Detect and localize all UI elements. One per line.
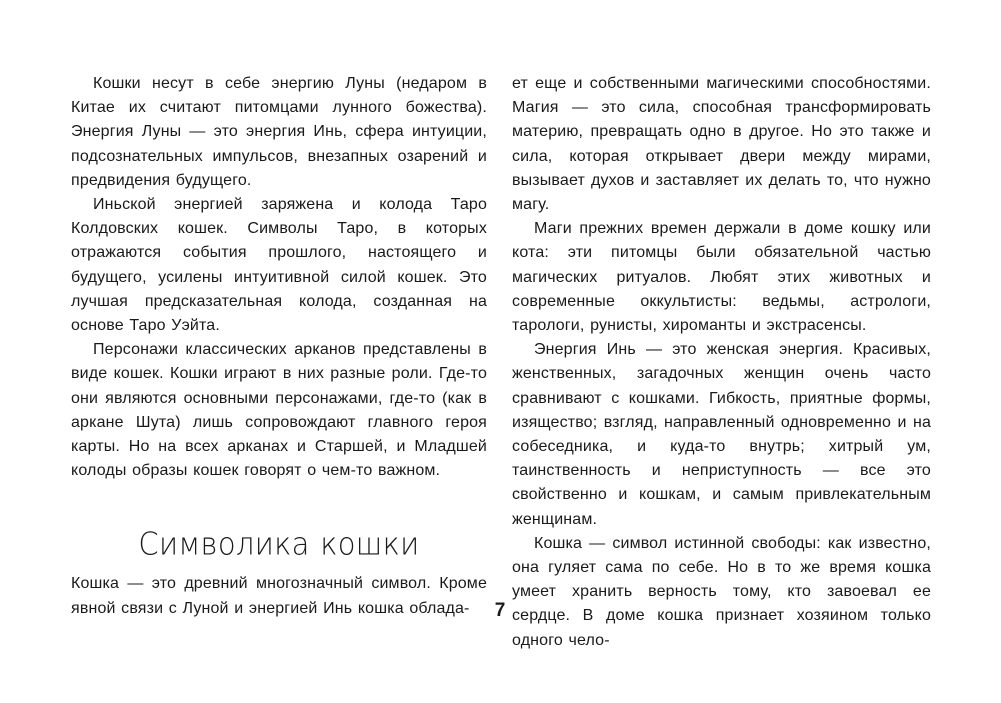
paragraph-tarot-deck: Иньской энергией заряжена и колода Таро Колдовских кошек. Символы Таро, в которых отражаются события прошлого, настоящего и будущего, усилены интуитивной силой кошек. Это лучшая предсказательная колода, созданная на основе Таро Уэйта.	[71, 196, 487, 335]
paragraph-cat-symbol: Кошка — это древний многозначный символ. Кроме явной связи с Луной и энергией Инь кошка облада-	[71, 575, 487, 617]
paragraph-magicians: Маги прежних времен держали в доме кошку или кота: эти питомцы были обязательной частью магических ритуалов. Любят этих животных и современные оккультисты: ведьмы, астрологи, тарологи, рунисты, хироманты и экстрасенсы.	[512, 220, 931, 335]
page-number: 7	[494, 600, 506, 621]
paragraph-arcana-characters: Персонажи классических арканов представлены в виде кошек. Кошки играют в них разные роли. Где-то они являются основными персонажами, где-то (как в аркане Шута) лишь сопровождают главного героя карты. Но на всех арканах и Старшей, и Младшей колоды образы кошек говорят о чем-то важном.	[71, 341, 487, 480]
paragraph-freedom: Кошка — символ истинной свободы: как известно, она гуляет сама по себе. Но в то же время кошка умеет хранить верность тому, кто завоевал ее сердце. В доме кошка признает хозяином только одного чело-	[512, 534, 931, 649]
left-column	[71, 72, 487, 621]
paragraph-moon-energy: Кошки несут в себе энергию Луны (недаром в Китае их считают питомцами лунного божества). Энергия Луны — это энергия Инь, сфера интуиции, подсознательных импульсов, внезапных озарений и предвидения будущего.	[71, 75, 487, 189]
paragraph-yin-energy: Энергия Инь — это женская энергия. Красивых, женственных, загадочных женщин очень часто сравнивают с кошками. Гибкость, приятные формы, изящество; взгляд, направленный одновременно и на собеседника, и куда-то внутрь; хитрый ум, таинственность и неприступность — все это свойственно и кошкам, и самым привлекательным женщинам.	[512, 341, 931, 528]
right-column	[512, 72, 931, 653]
section-heading: Символика кошки	[138, 526, 420, 563]
paragraph-magic-continued: ет еще и собственными магическими способностями. Магия — это сила, способная трансформировать материю, превращать одно в другое. Но это также и сила, которая открывает двери между мирами, вызывает духов и заставляет их делать то, что нужно магу.	[512, 75, 931, 214]
